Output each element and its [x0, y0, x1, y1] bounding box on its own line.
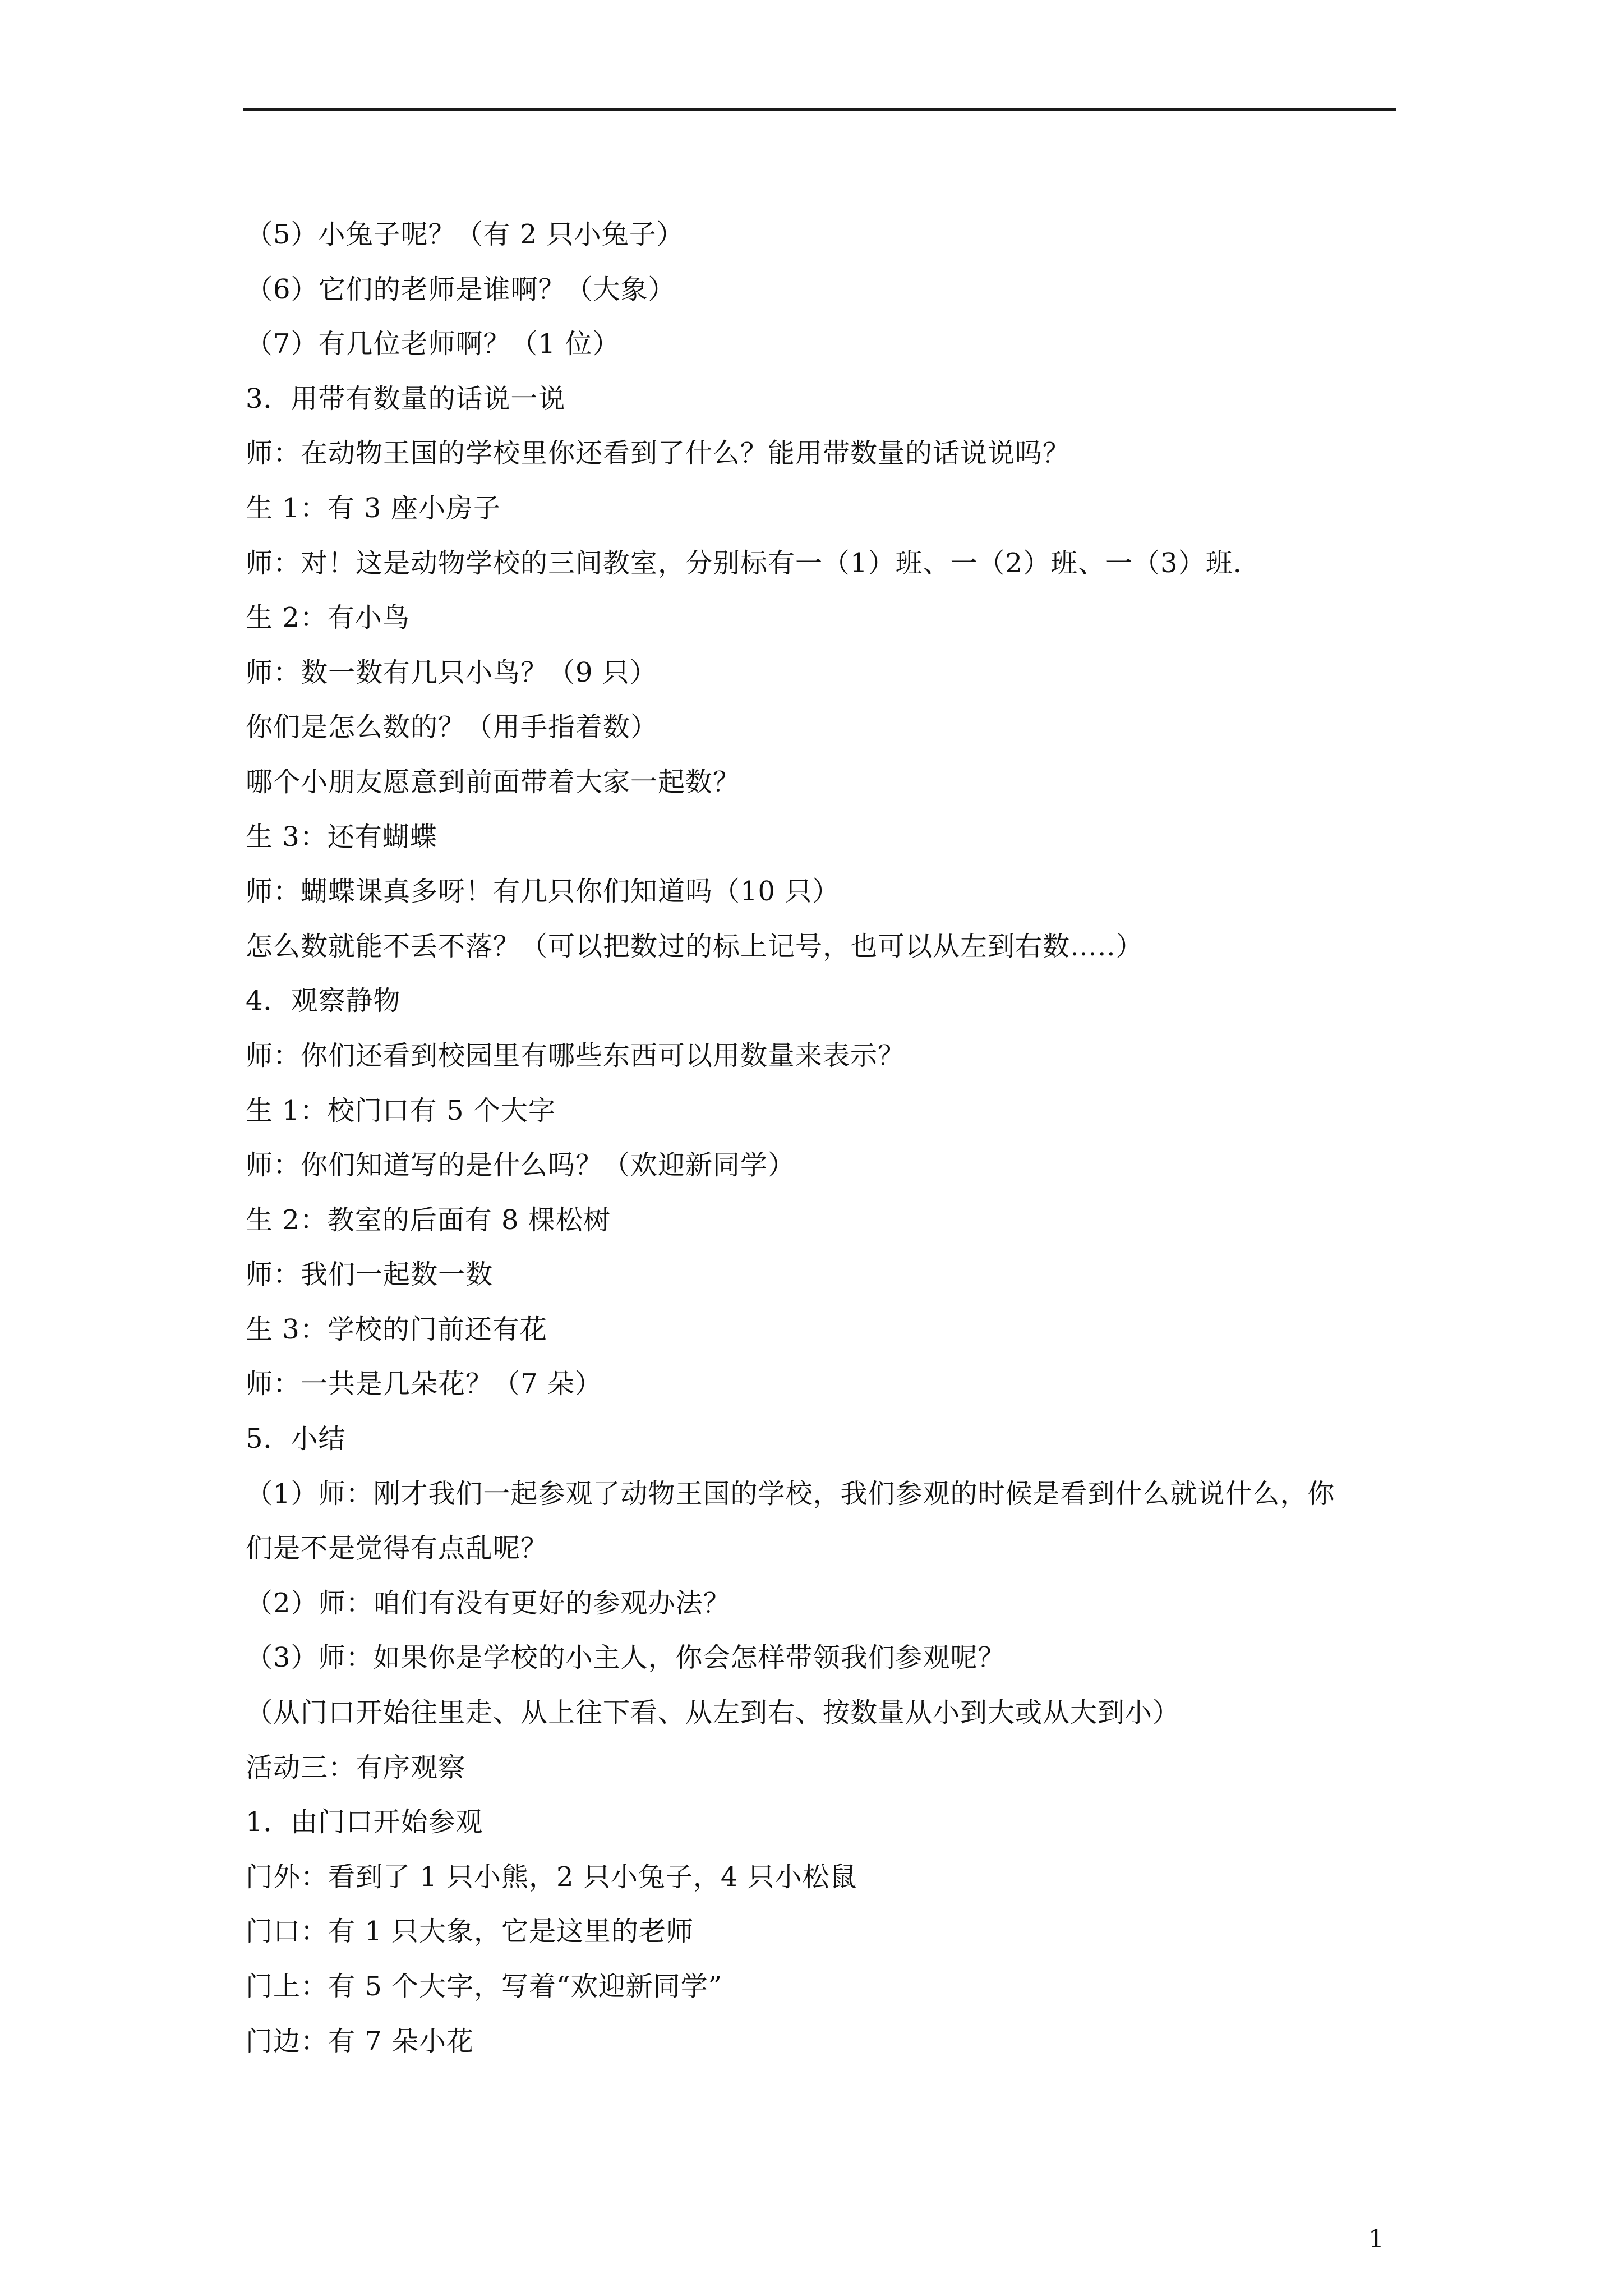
text-line: 师：你们知道写的是什么吗？（欢迎新同学） [246, 1149, 796, 1181]
text-line: 师：一共是几朵花？（7 朵） [246, 1368, 602, 1400]
text-line: （1）师：刚才我们一起参观了动物王国的学校，我们参观的时候是看到什么就说什么，你 [246, 1478, 1335, 1510]
header-rule [243, 108, 1396, 111]
text-line: 你们是怎么数的？（用手指着数） [246, 711, 658, 743]
text-line: 门上：有 5 个大字，写着“欢迎新同学” [246, 1971, 723, 2002]
body-text [246, 208, 1401, 2069]
text-line: 师：在动物王国的学校里你还看到了什么？能用带数量的话说说吗？ [246, 438, 1071, 470]
text-line: 门外：看到了 1 只小熊，2 只小兔子，4 只小松鼠 [246, 1861, 857, 1893]
text-line: （从门口开始往里走、从上往下看、从左到右、按数量从小到大或从大到小） [246, 1697, 1181, 1729]
section-heading: 4．观察静物 [246, 985, 401, 1017]
text-line: 生 3：还有蝴蝶 [246, 821, 437, 853]
section-heading: 3．用带有数量的话说一说 [246, 383, 566, 415]
text-line: 怎么数就能不丢不落？（可以把数过的标上记号，也可以从左到右数…..） [246, 930, 1144, 962]
text-line: 们是不是觉得有点乱呢？ [246, 1533, 548, 1565]
text-line: （5）小兔子呢？（有 2 只小兔子） [246, 219, 684, 250]
text-line: 师：你们还看到校园里有哪些东西可以用数量来表示？ [246, 1039, 906, 1071]
text-line: 师：数一数有几只小鸟？（9 只） [246, 656, 657, 688]
text-line: （7）有几位老师啊？（1 位） [246, 328, 620, 360]
text-line: 师：对！这是动物学校的三间教室，分别标有一（1）班、一（2）班、一（3）班. [246, 547, 1242, 579]
text-line: （3）师：如果你是学校的小主人，你会怎样带领我们参观呢？ [246, 1642, 1006, 1674]
section-heading: 5．小结 [246, 1423, 346, 1455]
activity-heading: 活动三：有序观察 [246, 1751, 466, 1783]
text-line: 生 2：教室的后面有 8 棵松树 [246, 1204, 611, 1236]
text-line: 生 2：有小鸟 [246, 602, 410, 634]
text-line: 生 1：校门口有 5 个大字 [246, 1094, 556, 1126]
text-line: 哪个小朋友愿意到前面带着大家一起数？ [246, 766, 741, 798]
section-heading: 1．由门口开始参观 [246, 1806, 483, 1838]
text-line: 生 1：有 3 座小房子 [246, 492, 501, 524]
text-line: 门口：有 1 只大象，它是这里的老师 [246, 1916, 694, 1948]
text-line: 师：我们一起数一数 [246, 1259, 494, 1291]
text-line: 师：蝴蝶课真多呀！有几只你们知道吗（10 只） [246, 876, 840, 908]
text-line: 门边：有 7 朵小花 [246, 2025, 474, 2057]
text-line: （6）它们的老师是谁啊？（大象） [246, 273, 676, 305]
page-number: 1 [1368, 2225, 1384, 2253]
text-line: （2）师：咱们有没有更好的参观办法？ [246, 1587, 731, 1619]
text-line: 生 3：学校的门前还有花 [246, 1313, 547, 1345]
